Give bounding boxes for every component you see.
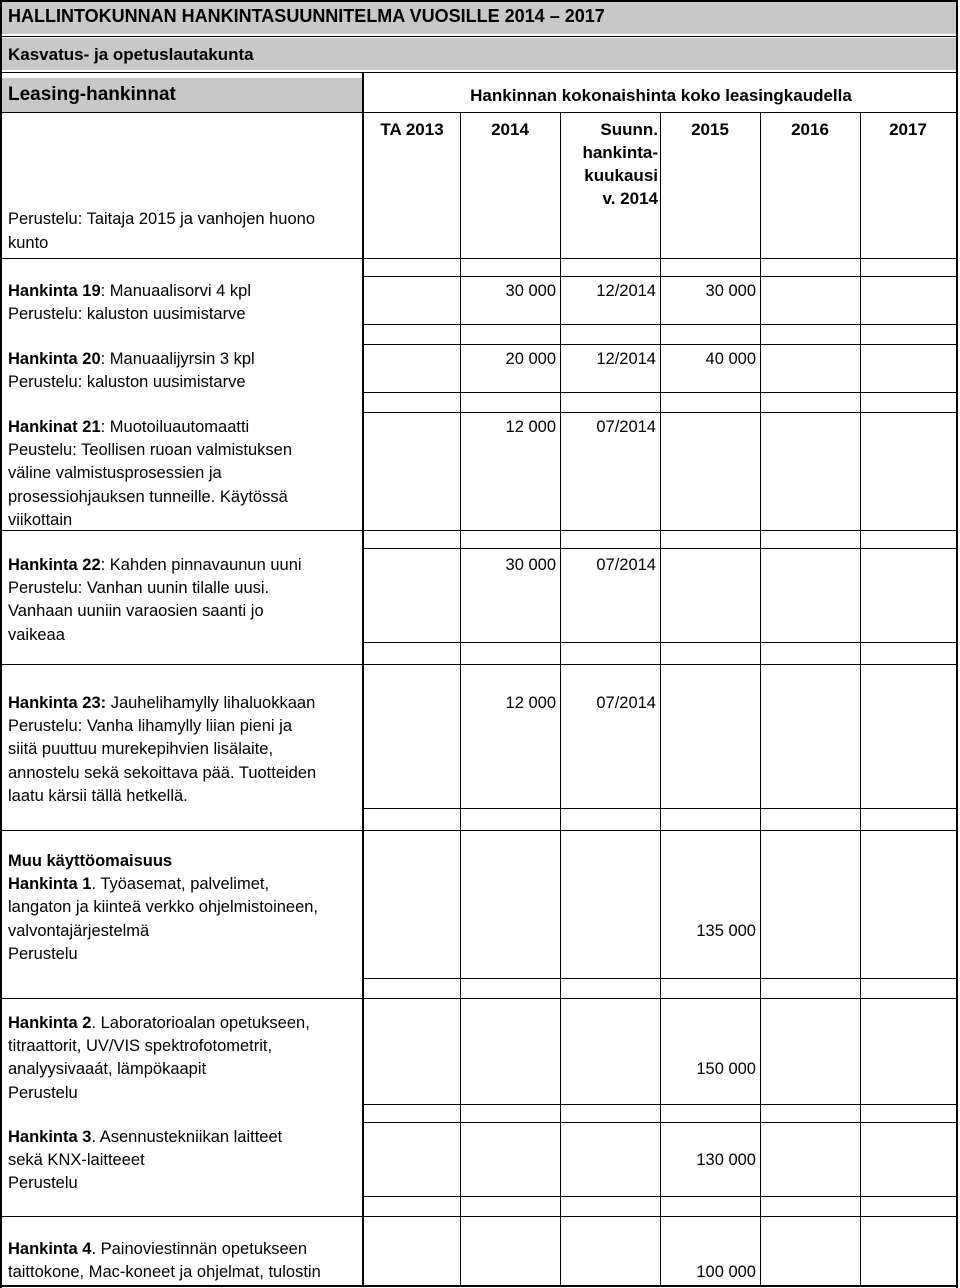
item-8-text-line <box>8 1172 78 1195</box>
item-5-month-value: 07/2014 <box>596 694 656 712</box>
item-text-segment: : Kahden pinnavaunun uuni <box>100 556 302 574</box>
item-6-y2015-value: 135 000 <box>696 921 756 940</box>
col-ta2013: TA 2013 <box>380 120 444 139</box>
v-gridline <box>660 112 661 1286</box>
item-6-text-line <box>8 850 172 873</box>
item-9-text-line <box>8 1261 321 1284</box>
h-gridline <box>0 72 958 73</box>
item-text-segment: Hankinat 21 <box>8 418 101 436</box>
h-gridline <box>0 530 362 531</box>
section-title: Leasing-hankinnat <box>8 84 176 105</box>
item-text-segment: annostelu sekä sekoittava pää. Tuotteiden <box>8 763 317 782</box>
page-title: HALLINTOKUNNAN HANKINTASUUNNITELMA VUOSILLE 2014 – 2017 <box>8 6 605 26</box>
item-2-text-line <box>8 348 255 371</box>
item-text-segment: : Muotoiluautomaatti <box>100 418 250 436</box>
item-4-text-line <box>8 577 269 600</box>
h-gridline <box>0 112 958 113</box>
item-text-segment: Perustelu: Vanha lihamylly liian pieni ja <box>8 717 293 736</box>
h-gridline <box>0 36 958 37</box>
item-8-y2015-value: 130 000 <box>696 1151 756 1170</box>
item-5-text-line <box>8 738 273 761</box>
col-2014: 2014 <box>491 120 529 139</box>
item-text-segment: vaikeaa <box>8 625 65 644</box>
item-text-segment: Hankinta 23: <box>8 694 107 712</box>
item-text-segment: Hankinta 4 <box>8 1240 92 1258</box>
item-text-segment: väline valmistusprosessien ja <box>8 464 222 483</box>
item-text-segment: Hankinta 22 <box>8 556 101 574</box>
h-gridline <box>0 1285 958 1287</box>
item-text-segment: sekä KNX-laitteeet <box>8 1151 145 1170</box>
item-1-y2015-value: 30 000 <box>705 282 756 300</box>
item-5-text-line <box>8 785 188 808</box>
v-gridline <box>760 112 761 1286</box>
item-text-segment: . Painoviestinnän opetukseen <box>91 1240 308 1258</box>
col-2017: 2017 <box>889 120 927 139</box>
item-text-segment: siitä puuttuu murekepihvien lisälaite, <box>8 740 274 759</box>
item-7-text-line <box>8 1012 310 1035</box>
col-2015: 2015 <box>691 120 729 139</box>
item-7-y2015-value: 150 000 <box>696 1060 756 1079</box>
item-text-segment: Peustelu: Teollisen ruoan valmistuksen <box>8 441 293 460</box>
v-gridline <box>860 112 861 1286</box>
item-text-segment: prosessiohjauksen tunneille. Käytössä <box>8 487 288 506</box>
item-text-segment: Perustelu: kaluston uusimistarve <box>8 305 246 324</box>
item-4-text-line <box>8 554 302 577</box>
item-text-segment: Jauhelihamylly lihaluokkaan <box>106 694 316 712</box>
h-gridline <box>0 998 362 999</box>
item-2-text-line <box>8 371 246 394</box>
item-text-segment: . Asennustekniikan laitteet <box>91 1128 283 1146</box>
item-text-segment: Hankinta 1 <box>8 875 92 894</box>
item-2-month-value: 12/2014 <box>596 350 656 368</box>
col-month-line-2: hankinta- <box>582 143 658 162</box>
v-gridline <box>560 112 561 1286</box>
section-justification-line-2: kunto <box>8 234 49 252</box>
item-1-y2014-value: 30 000 <box>505 282 556 300</box>
item-9-text-line <box>8 1238 307 1261</box>
item-text-segment: viikottain <box>8 510 73 529</box>
item-7-text-line <box>8 1035 272 1058</box>
col-month-line-4: v. 2014 <box>602 189 658 208</box>
h-gridline <box>0 258 362 259</box>
item-text-segment: Hankinta 19 <box>8 282 101 300</box>
item-text-segment: : Manuaalisorvi 4 kpl <box>100 282 252 300</box>
item-text-segment: Perustelu <box>8 1083 78 1102</box>
item-9-y2015-value: 100 000 <box>696 1263 756 1282</box>
item-text-segment: laatu kärsii tällä hetkellä. <box>8 786 188 805</box>
item-3-text-line <box>8 509 72 532</box>
col-2016: 2016 <box>791 120 829 139</box>
item-text-segment: Hankinta 3 <box>8 1128 92 1146</box>
item-text-segment: : Manuaalijyrsin 3 kpl <box>100 350 255 368</box>
item-4-text-line <box>8 624 65 647</box>
item-text-segment: titraattorit, UV/VIS spektrofotometrit, <box>8 1037 273 1056</box>
item-text-segment: Perustelu: Vanhan uunin tilalle uusi. <box>8 579 270 598</box>
item-5-y2014-value: 12 000 <box>505 694 556 712</box>
item-5-text-line <box>8 762 316 785</box>
v-gridline <box>956 0 958 1288</box>
item-4-text-line <box>8 600 264 623</box>
item-2-y2015-value: 40 000 <box>705 350 756 368</box>
item-3-month-value: 07/2014 <box>596 418 656 436</box>
item-3-text-line <box>8 486 288 509</box>
col-month-line-1: Suunn. <box>600 120 658 139</box>
item-text-segment: Hankinta 20 <box>8 350 101 368</box>
item-text-segment: Perustelu: kaluston uusimistarve <box>8 373 246 392</box>
h-gridline <box>0 0 958 2</box>
item-1-month-value: 12/2014 <box>596 282 656 300</box>
item-3-text-line <box>8 462 222 485</box>
section-justification-line-1: Perustelu: Taitaja 2015 ja vanhojen huono <box>8 210 316 228</box>
price-header-label: Hankinnan kokonaishinta koko leasingkaudella <box>470 86 852 105</box>
item-text-segment: . Työasemat, palvelimet, <box>91 875 270 894</box>
item-6-text-line <box>8 920 149 943</box>
board-name: Kasvatus- ja opetuslautakunta <box>8 45 254 64</box>
item-5-text-line <box>8 692 315 715</box>
v-gridline <box>460 112 461 1286</box>
item-6-text-line <box>8 943 78 966</box>
h-gridline <box>0 664 362 665</box>
item-7-text-line <box>8 1058 206 1081</box>
item-1-text-line <box>8 280 251 303</box>
item-6-text-line <box>8 873 269 896</box>
item-3-text-line <box>8 439 292 462</box>
item-6-text-line <box>8 896 318 919</box>
h-gridline <box>0 1216 362 1217</box>
item-7-text-line <box>8 1082 78 1105</box>
price-header <box>362 84 960 107</box>
item-8-text-line <box>8 1126 282 1149</box>
v-gridline <box>0 0 2 1288</box>
item-text-segment: Muu käyttöomaisuus <box>8 852 173 870</box>
item-text-segment: valvontajärjestelmä <box>8 921 150 940</box>
item-text-segment: Perustelu <box>8 1174 78 1193</box>
item-text-segment: analyysivaaát, lämpökaapit <box>8 1060 207 1079</box>
item-text-segment: taittokone, Mac-koneet ja ohjelmat, tulostin <box>8 1263 321 1282</box>
col-month-line-3: kuukausi <box>584 166 658 185</box>
item-text-segment: langaton ja kiinteä verkko ohjelmistoineen, <box>8 898 319 917</box>
item-5-text-line <box>8 715 292 738</box>
item-text-segment: . Laboratorioalan opetukseen, <box>91 1014 310 1032</box>
item-2-y2014-value: 20 000 <box>505 350 556 368</box>
item-4-month-value: 07/2014 <box>596 556 656 574</box>
item-3-text-line <box>8 416 249 439</box>
item-1-text-line <box>8 303 246 326</box>
h-gridline <box>0 830 362 831</box>
item-text-segment: Vanhaan uuniin varaosien saanti jo <box>8 602 264 621</box>
item-3-y2014-value: 12 000 <box>505 418 556 436</box>
item-text-segment: Hankinta 2 <box>8 1014 92 1032</box>
item-text-segment: Perustelu <box>8 944 78 963</box>
item-8-text-line <box>8 1149 145 1172</box>
item-4-y2014-value: 30 000 <box>505 556 556 574</box>
